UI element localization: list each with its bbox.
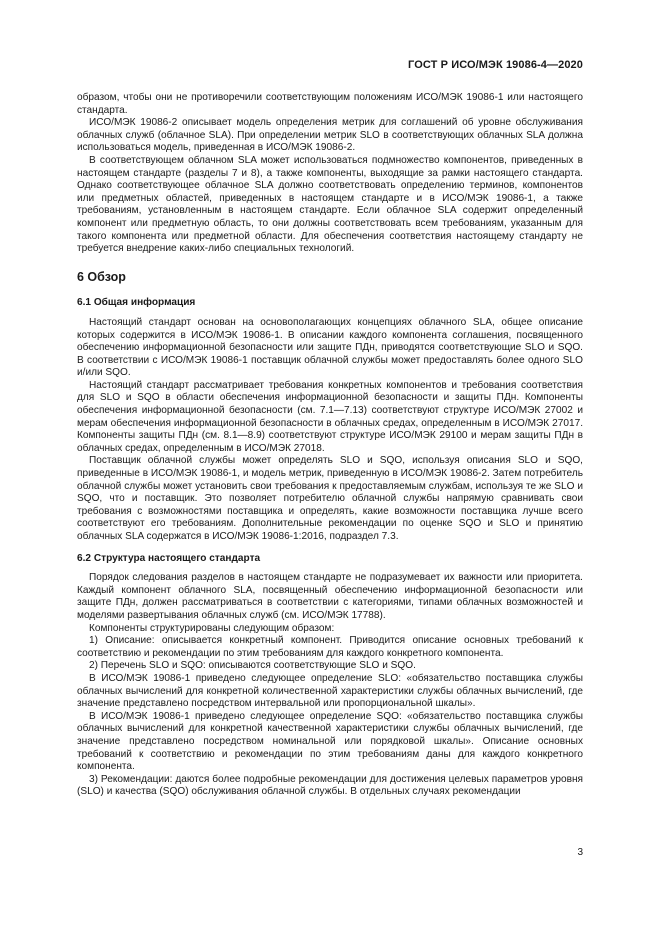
document-header: ГОСТ Р ИСО/МЭК 19086-4—2020 xyxy=(408,59,583,71)
subsection-heading: 6.1 Общая информация xyxy=(77,297,196,309)
list-item: 3) Рекомендации: даются более подробные рекомендации для достижения целевых параметров уровня (SLO) и качества (SQO) обслуживания облачной службы. В отдельных случаях рекомендации xyxy=(77,773,583,798)
body-paragraph: Компоненты структурированы следующим образом: xyxy=(89,622,335,634)
body-paragraph: В ИСО/МЭК 19086-1 приведено следующее определение SQO: «обязательство поставщика службы облачных вычислений для конкретной качественной характеристики службы облачных вычислений, где значение представлено посредством номинальной или порядковой шкалы». Описание основных требований к соответствию и рекомендации по этим требованиям даны для каждого конкретного компонента. xyxy=(77,710,583,773)
subsection-heading: 6.2 Структура настоящего стандарта xyxy=(77,552,261,564)
page-body xyxy=(77,92,583,799)
list-item: 2) Перечень SLO и SQO: описываются соответствующие SLO и SQO. xyxy=(89,660,416,672)
section-heading: 6 Обзор xyxy=(77,269,126,284)
body-paragraph: ИСО/МЭК 19086-2 описывает модель определения метрик для соглашений об уровне обслуживания облачных служб (облачное SLA). При определении метрик SLO в соответствующих облачных SLA должна использоваться модель, приведенная в ИСО/МЭК 19086-2. xyxy=(77,117,583,154)
body-paragraph: Порядок следования разделов в настоящем стандарте не подразумевает их важности или приоритета. Каждый компонент облачного SLA, посвященный обеспечению информационной безопасности или защите ПДн, должен рассматриваться в соответствии с категориями, типами облачных возможностей и моделями развертывания облачных служб (см. ИСО/МЭК 17788). xyxy=(77,572,583,621)
body-paragraph: Настоящий стандарт рассматривает требования конкретных компонентов и требования соответствия для SLO и SQO в области обеспечения информационной безопасности и защиты ПДн. Компоненты обеспечения информационной безопасности (см. 7.1—7.13) соответствуют структуре ИСО/МЭК 27002 и мерам обеспечения информационной безопасности в облачных средах, определенным в ИСО/МЭК 27017. Компоненты защиты ПДн (см. 8.1—8.9) соответствуют структуре ИСО/МЭК 29100 и мерам защиты ПДн в облачных средах, определенным в ИСО/МЭК 27018. xyxy=(77,379,583,454)
body-paragraph: Поставщик облачной службы может определять SLO и SQO, используя описания SLO и SQO, приведенные в ИСО/МЭК 19086-1, и модель метрик, приведенную в ИСО/МЭК 19086-2. Затем потребитель облачной службы может установить свои требования к предоставляемым службам, используя те же SLO и SQO, что и поставщик. Это позволяет потребителю облачной службы напрямую сравнивать свои требования с возможностями поставщика и определять, какие возможности поставщика лучше всего соответствуют его требованиям. Дополнительные рекомендации по оценке SQO и SLO и принятию облачных SLA содержатся в ИСО/МЭК 19086-1:2016, подраздел 7.3. xyxy=(77,455,583,542)
body-paragraph: В ИСО/МЭК 19086-1 приведено следующее определение SLO: «обязательство поставщика службы облачных вычислений для конкретной количественной характеристики службы облачных вычислений, где значение представлено посредством интервальной или пропорциональной шкалы». xyxy=(77,672,583,710)
body-paragraph: В соответствующем облачном SLA может использоваться подмножество компонентов, приведенных в настоящем стандарте (разделы 7 и 8), а также компоненты, выходящие за рамки настоящего стандарта. Однако соответствующее облачное SLA должно соответствовать определению терминов, компонентов или предметных областей, приведенных в настоящем стандарте и в ИСО/МЭК 19086-1, а также требованиям, установленным в настоящем стандарте. Если облачное SLA содержит определенный компонент или предметную область, то они должны соответствовать всем требованиям, указанным для такого компонента или предметной области. Для обеспечения соответствия настоящему стандарту не требуется внедрение каких-либо специальных технологий. xyxy=(77,154,583,255)
body-paragraph: Настоящий стандарт основан на основополагающих концепциях облачного SLA, общее описание которых содержится в ИСО/МЭК 19086-1. В описании каждого компонента соглашения, посвященного обеспечению информационной безопасности или защите ПДн, приводятся соответствующие SLO и SQO. В соответствии с ИСО/МЭК 19086-1 поставщик облачной службы может предоставлять более одного SLO и/или SQO. xyxy=(77,316,583,379)
page-number: 3 xyxy=(577,847,583,858)
body-paragraph: образом, чтобы они не противоречили соответствующим положениям ИСО/МЭК 19086-1 или настоящего стандарта. xyxy=(77,92,583,116)
list-item: 1) Описание: описывается конкретный компонент. Приводится описание основных требований к соответствию и рекомендации по этим требованиям для каждого конкретного компонента. xyxy=(77,635,583,659)
